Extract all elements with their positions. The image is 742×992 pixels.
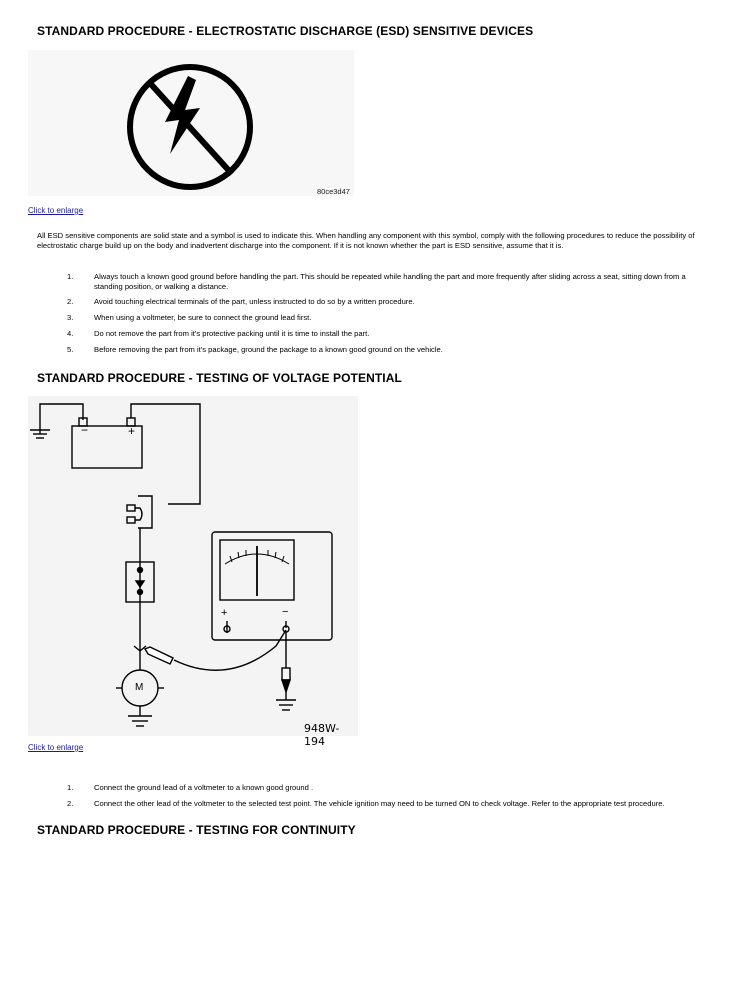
section-title-continuity: STANDARD PROCEDURE - TESTING FOR CONTINUITY (37, 823, 356, 837)
meter-plus-label: + (221, 607, 228, 619)
section-title-voltage: STANDARD PROCEDURE - TESTING OF VOLTAGE POTENTIAL (37, 371, 402, 385)
section-title-esd: STANDARD PROCEDURE - ELECTROSTATIC DISCHARGE (ESD) SENSITIVE DEVICES (37, 24, 534, 38)
esd-symbol-figure (28, 50, 354, 196)
list-item: 5. Before removing the part from it's package, ground the package to a known good ground on the vehicle. (67, 345, 443, 354)
list-item: 3. When using a voltmeter, be sure to connect the ground lead first. (67, 313, 312, 322)
esd-symbol-icon (28, 50, 354, 196)
enlarge-link-voltage[interactable]: Click to enlarge (28, 743, 84, 752)
enlarge-link-esd[interactable]: Click to enlarge (28, 206, 84, 215)
motor-label: M (135, 682, 144, 693)
list-item: 4. Do not remove the part from it's protective packing until it is time to install the part. (67, 329, 370, 338)
battery-plus-label: + (128, 424, 136, 438)
list-item: 1. Always touch a known good ground before handling the part. This should be repeated while handling the part and more frequently after sliding across a seat, sitting down from a standing position, or walking a distance. (67, 272, 686, 291)
figure-code: 948W-194 (304, 722, 340, 748)
meter-minus-label: − (282, 606, 289, 618)
esd-intro-paragraph: All ESD sensitive components are solid state and a symbol is used to indicate this. When handling any component with this symbol, comply with the following procedures to reduce the possibility of electrostatic charge build up on the body and inadvertent discharge into the component. If it is not known whether the part is ESD sensitive, assume that it is. (37, 231, 695, 250)
battery-minus-label: − (81, 423, 89, 437)
figure-code: 80ce3d47 (317, 187, 350, 196)
voltage-circuit-diagram (28, 396, 358, 736)
esd-steps-list (0, 272, 742, 355)
voltage-steps-list (0, 783, 742, 809)
list-item: 2. Connect the other lead of the voltmeter to the selected test point. The vehicle ignition may need to be turned ON to check voltage. Refer to the appropriate test procedure. (67, 799, 665, 808)
list-item: 2. Avoid touching electrical terminals of the part, unless instructed to do so by a written procedure. (67, 297, 415, 306)
list-item: 1. Connect the ground lead of a voltmeter to a known good ground . (67, 783, 314, 792)
